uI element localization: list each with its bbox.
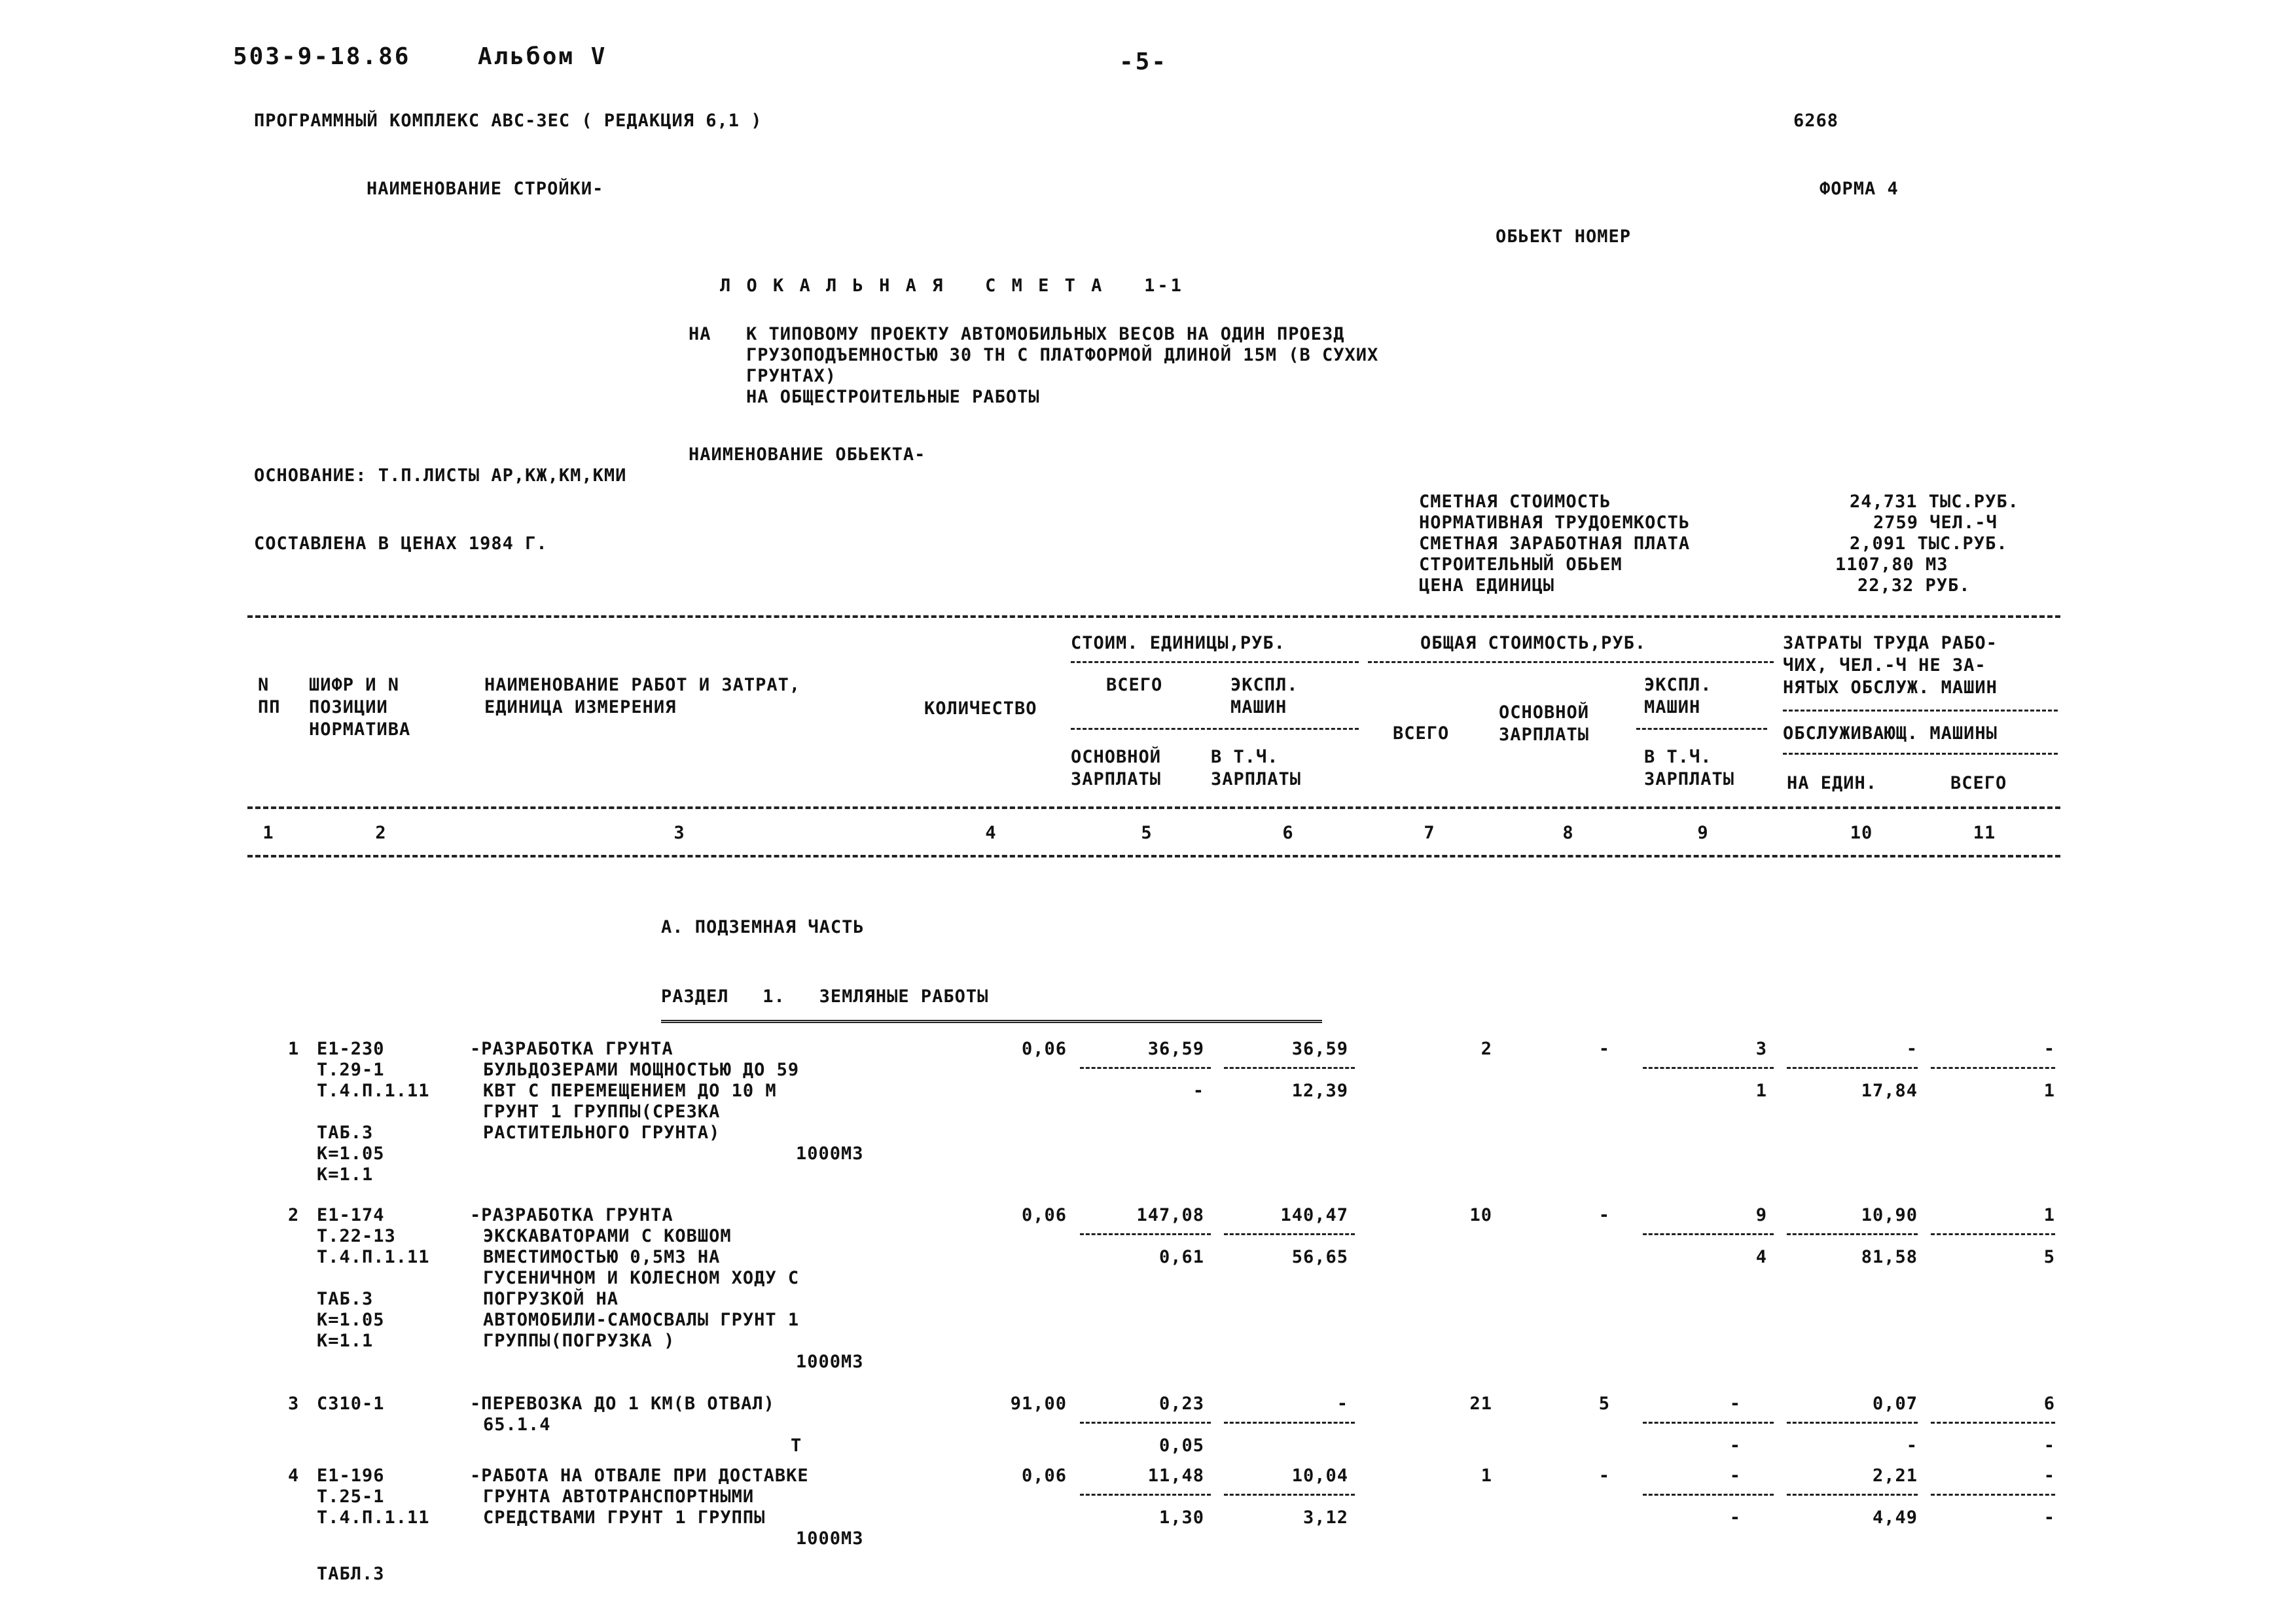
header-rule-top xyxy=(247,615,2060,618)
labor-header: ЗАТРАТЫ ТРУДА РАБО- ЧИХ, ЧЕЛ.-Ч НЕ ЗА- НЯТЫХ ОБСЛУЖ. МАШИН xyxy=(1783,633,1998,698)
header-rule-bottom xyxy=(247,855,2060,857)
summary-value: 22,32 РУБ. xyxy=(1857,575,1971,596)
subject-line-3: ГРУНТАХ) xyxy=(746,366,837,386)
object-name: НАИМЕНОВАНИЕ ОБЬЕКТА- xyxy=(689,444,926,465)
row-labor-total-2: - xyxy=(2043,1435,2055,1456)
summary-label: СМЕТНАЯ СТОИМОСТЬ xyxy=(1419,492,1611,512)
row-name: ЭКСКАВАТОРАМИ С КОВШОМ xyxy=(483,1226,732,1246)
col-number: 6 xyxy=(1282,823,1294,843)
page-number: -5- xyxy=(1119,48,1168,75)
unit-cost-header: СТОИМ. ЕДИНИЦЫ,РУБ. xyxy=(1071,633,1285,653)
row-name: ГРУППЫ(ПОГРУЗКА ) xyxy=(483,1331,675,1351)
col-9a-header: ЭКСПЛ. МАШИН xyxy=(1644,675,1712,717)
section-underline xyxy=(661,1020,1322,1023)
col-number: 10 xyxy=(1850,823,1873,843)
col-2-header: ШИФР И N ПОЗИЦИИ НОРМАТИВА xyxy=(309,675,411,740)
row-rule xyxy=(1224,1494,1355,1496)
col-number: 9 xyxy=(1697,823,1709,843)
subject-line-1: К ТИПОВОМУ ПРОЕКТУ АВТОМОБИЛЬНЫХ ВЕСОВ НА ОДИН ПРОЕЗД xyxy=(746,324,1345,344)
summary-value: 2,091 ТЫС.РУБ. xyxy=(1850,533,2008,554)
col-number: 1 xyxy=(262,823,274,843)
row-code: К=1.1 xyxy=(317,1331,374,1351)
row-rule xyxy=(1643,1494,1774,1496)
form-label: ФОРМА 4 xyxy=(1820,179,1899,199)
col-6a-header: ЭКСПЛ. МАШИН xyxy=(1230,675,1299,717)
row-unit-machines: 36,59 xyxy=(1291,1039,1348,1059)
summary-label: ЦЕНА ЕДИНИЦЫ xyxy=(1419,575,1555,596)
col-10-header: НА ЕДИН. xyxy=(1787,773,1878,793)
row-name: -РАЗРАБОТКА ГРУНТА xyxy=(470,1205,673,1225)
construction-name: НАИМЕНОВАНИЕ СТРОЙКИ- xyxy=(367,179,604,199)
row-machines: - xyxy=(1729,1466,1741,1486)
col-number: 11 xyxy=(1973,823,1996,843)
row-unit: Т xyxy=(791,1435,802,1456)
row-rule xyxy=(1931,1233,2055,1235)
row-unit-machine-wage: 3,12 xyxy=(1302,1507,1348,1528)
row-labor-unit-2: 81,58 xyxy=(1861,1247,1918,1267)
row-unit-total: 0,23 xyxy=(1158,1394,1204,1414)
row-labor-unit: 2,21 xyxy=(1872,1466,1918,1486)
summary-value: 1107,80 М3 xyxy=(1835,554,1948,575)
labor-rule-1 xyxy=(1783,710,2058,712)
document-title: Л О К А Л Ь Н А Я С М Е Т А 1-1 xyxy=(720,276,1184,296)
row-name: -ПЕРЕВОЗКА ДО 1 КМ(В ОТВАЛ) xyxy=(470,1394,775,1414)
col-5b-header: ОСНОВНОЙ ЗАРПЛАТЫ xyxy=(1071,747,1162,789)
row-unit-machines: 140,47 xyxy=(1280,1205,1348,1225)
row-labor-total: - xyxy=(2043,1039,2055,1059)
col-8-header: ОСНОВНОЙ ЗАРПЛАТЫ xyxy=(1499,702,1590,745)
row-code: ТАБ.3 xyxy=(317,1123,374,1143)
on-label: НА xyxy=(689,324,711,344)
part-title: А. ПОДЗЕМНАЯ ЧАСТЬ xyxy=(661,917,865,937)
row-rule xyxy=(1643,1233,1774,1235)
row-machines: - xyxy=(1729,1394,1741,1414)
row-machine-wage: 4 xyxy=(1755,1247,1767,1267)
row-wage: - xyxy=(1598,1466,1610,1486)
row-name: 65.1.4 xyxy=(483,1415,551,1435)
row-labor-total-2: - xyxy=(2043,1507,2055,1528)
col-number: 3 xyxy=(673,823,685,843)
row-machines: 3 xyxy=(1755,1039,1767,1059)
row-total: 21 xyxy=(1469,1394,1492,1414)
row-code: ТАБЛ.3 xyxy=(317,1564,385,1584)
col-7-header: ВСЕГО xyxy=(1393,723,1450,744)
summary-label: НОРМАТИВНАЯ ТРУДОЕМКОСТЬ xyxy=(1419,513,1691,533)
row-code: Е1-230 xyxy=(317,1039,385,1059)
row-unit-machine-wage: 12,39 xyxy=(1291,1081,1348,1101)
row-code: Т.4.П.1.11 xyxy=(317,1081,430,1101)
summary-value: 24,731 ТЫС.РУБ. xyxy=(1850,492,2019,512)
row-unit-machines: 10,04 xyxy=(1291,1466,1348,1486)
row-qty: 0,06 xyxy=(1021,1466,1067,1486)
row-labor-unit: - xyxy=(1906,1039,1918,1059)
row-unit-machine-wage: 56,65 xyxy=(1291,1247,1348,1267)
col-number: 5 xyxy=(1141,823,1153,843)
total-cost-header: ОБЩАЯ СТОИМОСТЬ,РУБ. xyxy=(1420,633,1647,653)
row-number: 1 xyxy=(288,1039,300,1059)
row-rule xyxy=(1080,1067,1211,1069)
row-number: 2 xyxy=(288,1205,300,1225)
row-name: ГРУНТА АВТОТРАНСПОРТНЫМИ xyxy=(483,1487,755,1507)
row-number: 3 xyxy=(288,1394,300,1414)
row-code: Т.22-13 xyxy=(317,1226,396,1246)
row-rule xyxy=(1931,1422,2055,1424)
doc-code: 503-9-18.86 xyxy=(233,43,411,70)
row-unit-total: 36,59 xyxy=(1147,1039,1204,1059)
row-rule xyxy=(1931,1067,2055,1069)
sheet-code: 6268 xyxy=(1793,111,1839,131)
row-rule xyxy=(1931,1494,2055,1496)
unit-cost-rule xyxy=(1071,661,1359,663)
row-rule xyxy=(1643,1067,1774,1069)
row-wage: 5 xyxy=(1598,1394,1610,1414)
row-labor-total-2: 1 xyxy=(2043,1081,2055,1101)
row-rule xyxy=(1080,1233,1211,1235)
row-unit-total: 11,48 xyxy=(1147,1466,1204,1486)
album-label: Альбом V xyxy=(478,43,607,70)
row-machine-wage: - xyxy=(1729,1435,1741,1456)
row-wage: - xyxy=(1598,1039,1610,1059)
row-rule xyxy=(1787,1422,1918,1424)
row-number: 4 xyxy=(288,1466,300,1486)
row-name: ГУСЕНИЧНОМ И КОЛЕСНОМ ХОДУ С xyxy=(483,1268,800,1288)
row-qty: 0,06 xyxy=(1021,1205,1067,1225)
row-labor-unit: 10,90 xyxy=(1861,1205,1918,1225)
row-labor-unit: 0,07 xyxy=(1872,1394,1918,1414)
row-name: КВТ С ПЕРЕМЕЩЕНИЕМ ДО 10 М xyxy=(483,1081,777,1101)
row-unit-wage: 1,30 xyxy=(1158,1507,1204,1528)
col-4-header: КОЛИЧЕСТВО xyxy=(924,698,1037,719)
subject-line-4: НА ОБЩЕСТРОИТЕЛЬНЫЕ РАБОТЫ xyxy=(746,387,1040,407)
basis: ОСНОВАНИЕ: Т.П.ЛИСТЫ АР,КЖ,КМ,КМИ xyxy=(254,465,627,486)
subject-line-2: ГРУЗОПОДЪЕМНОСТЬЮ 30 ТН С ПЛАТФОРМОЙ ДЛИНОЙ 15М (В СУХИХ xyxy=(746,345,1379,365)
price-basis: СОСТАВЛЕНА В ЦЕНАХ 1984 Г. xyxy=(254,533,548,554)
col-number: 7 xyxy=(1424,823,1435,843)
row-total: 1 xyxy=(1480,1466,1492,1486)
row-code: ТАБ.3 xyxy=(317,1289,374,1309)
labor-rule-2 xyxy=(1783,753,2058,755)
row-total: 10 xyxy=(1469,1205,1492,1225)
header-rule-mid xyxy=(247,806,2060,809)
row-unit-total: 147,08 xyxy=(1136,1205,1204,1225)
row-code: Е1-196 xyxy=(317,1466,385,1486)
row-unit-wage: 0,61 xyxy=(1158,1247,1204,1267)
summary-value: 2759 ЧЕЛ.-Ч xyxy=(1873,513,1998,533)
row-name: БУЛЬДОЗЕРАМИ МОЩНОСТЬЮ ДО 59 xyxy=(483,1060,800,1080)
col-1-header: N ПП xyxy=(258,675,281,717)
row-name: ВМЕСТИМОСТЬЮ 0,5М3 НА xyxy=(483,1247,721,1267)
row-code: Т.25-1 xyxy=(317,1487,385,1507)
row-name: ПОГРУЗКОЙ НА xyxy=(483,1289,619,1309)
row-unit: 1000М3 xyxy=(796,1528,864,1549)
col-number: 2 xyxy=(375,823,387,843)
row-machine-wage: 1 xyxy=(1755,1081,1767,1101)
row-rule xyxy=(1080,1494,1211,1496)
col-5a-header: ВСЕГО xyxy=(1106,675,1163,695)
row-machines: 9 xyxy=(1755,1205,1767,1225)
row-rule xyxy=(1224,1422,1355,1424)
row-code: К=1.05 xyxy=(317,1144,385,1164)
summary-label: СТРОИТЕЛЬНЫЙ ОБЬЕМ xyxy=(1419,554,1623,575)
col-3-header: НАИМЕНОВАНИЕ РАБОТ И ЗАТРАТ, ЕДИНИЦА ИЗМЕРЕНИЯ xyxy=(484,675,801,717)
row-labor-total: 6 xyxy=(2043,1394,2055,1414)
row-code: Т.4.П.1.11 xyxy=(317,1507,430,1528)
row-name: СРЕДСТВАМИ ГРУНТ 1 ГРУППЫ xyxy=(483,1507,766,1528)
row-rule xyxy=(1224,1233,1355,1235)
row-unit: 1000М3 xyxy=(796,1144,864,1164)
row-name: ГРУНТ 1 ГРУППЫ(СРЕЗКА xyxy=(483,1102,721,1122)
row-unit-wage: - xyxy=(1193,1081,1204,1101)
row-rule xyxy=(1787,1067,1918,1069)
labor-header-2: ОБСЛУЖИВАЮЩ. МАШИНЫ xyxy=(1783,723,1998,744)
row-rule xyxy=(1080,1422,1211,1424)
row-name: РАСТИТЕЛЬНОГО ГРУНТА) xyxy=(483,1123,721,1143)
col-number: 4 xyxy=(985,823,997,843)
row-total: 2 xyxy=(1480,1039,1492,1059)
total-cost-rule xyxy=(1368,661,1774,663)
summary-label: СМЕТНАЯ ЗАРАБОТНАЯ ПЛАТА xyxy=(1419,533,1691,554)
program-name: ПРОГРАММНЫЙ КОМПЛЕКС АВС-3ЕС ( РЕДАКЦИЯ 6,1 ) xyxy=(254,111,762,131)
row-code: Е1-174 xyxy=(317,1205,385,1225)
row-code: К=1.1 xyxy=(317,1164,374,1185)
row-labor-unit-2: 17,84 xyxy=(1861,1081,1918,1101)
section-title: РАЗДЕЛ 1. ЗЕМЛЯНЫЕ РАБОТЫ xyxy=(661,986,989,1007)
row-qty: 0,06 xyxy=(1021,1039,1067,1059)
row-labor-total-2: 5 xyxy=(2043,1247,2055,1267)
row-name: АВТОМОБИЛИ-САМОСВАЛЫ ГРУНТ 1 xyxy=(483,1310,800,1330)
col-11-header: ВСЕГО xyxy=(1950,773,2007,793)
row-name: -РАЗРАБОТКА ГРУНТА xyxy=(470,1039,673,1059)
row-wage: - xyxy=(1598,1205,1610,1225)
row-code: Т.4.П.1.11 xyxy=(317,1247,430,1267)
col-9-rule xyxy=(1636,728,1767,730)
row-labor-total: - xyxy=(2043,1466,2055,1486)
col-number: 8 xyxy=(1562,823,1574,843)
row-labor-total: 1 xyxy=(2043,1205,2055,1225)
row-rule xyxy=(1787,1233,1918,1235)
row-rule xyxy=(1787,1494,1918,1496)
row-rule xyxy=(1643,1422,1774,1424)
row-code: С310-1 xyxy=(317,1394,385,1414)
row-qty: 91,00 xyxy=(1010,1394,1067,1414)
row-code: К=1.05 xyxy=(317,1310,385,1330)
unit-cost-mid-rule xyxy=(1071,728,1359,730)
col-6b-header: В Т.Ч. ЗАРПЛАТЫ xyxy=(1211,747,1302,789)
row-machine-wage: - xyxy=(1729,1507,1741,1528)
row-unit-machines: - xyxy=(1336,1394,1348,1414)
row-labor-unit-2: - xyxy=(1906,1435,1918,1456)
row-unit-wage: 0,05 xyxy=(1158,1435,1204,1456)
row-unit: 1000М3 xyxy=(796,1352,864,1372)
row-labor-unit-2: 4,49 xyxy=(1872,1507,1918,1528)
row-name: -РАБОТА НА ОТВАЛЕ ПРИ ДОСТАВКЕ xyxy=(470,1466,809,1486)
row-code: Т.29-1 xyxy=(317,1060,385,1080)
col-9b-header: В Т.Ч. ЗАРПЛАТЫ xyxy=(1644,747,1735,789)
row-rule xyxy=(1224,1067,1355,1069)
object-number: ОБЬЕКТ НОМЕР xyxy=(1496,226,1632,247)
